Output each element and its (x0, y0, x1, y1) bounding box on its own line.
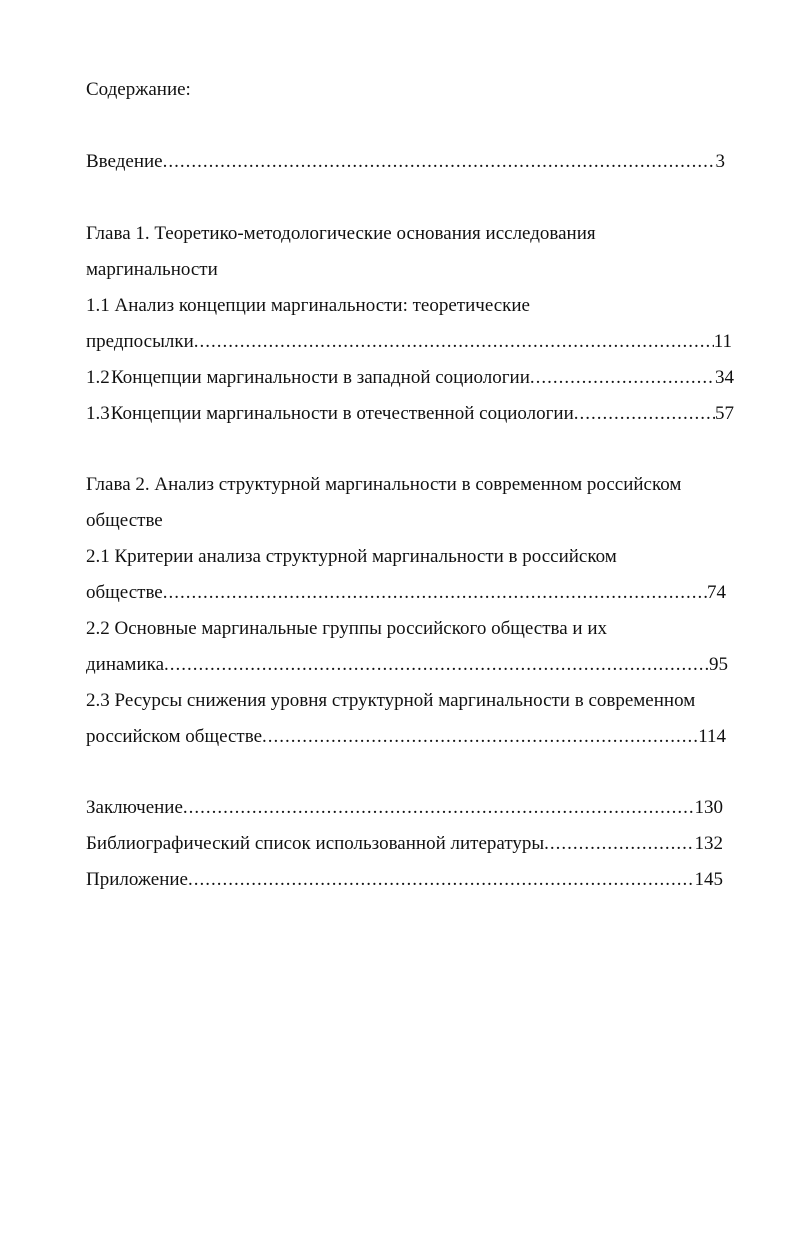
toc-leader-dots (530, 366, 715, 390)
toc-entry-intro (86, 150, 725, 174)
section-2-2-title: 2.2 Основные маргинальные группы российского общества и их (86, 618, 607, 639)
section-2-1-title: 2.1 Критерии анализа структурной маргинальности в российском (86, 546, 617, 567)
toc-entry-conclusion (86, 796, 723, 820)
chapter1-title: Глава 1. Теоретико-методологические основания исследования (86, 223, 596, 244)
toc-entry-section-2-2 (86, 653, 728, 677)
toc-page-number: 74 (707, 582, 726, 603)
toc-entry-title: обществе (86, 582, 163, 603)
chapter2-title-cont: обществе (86, 510, 163, 531)
toc-leader-dots (544, 832, 694, 856)
toc-heading: Содержание: (86, 79, 191, 100)
toc-entry-title: динамика (86, 654, 165, 675)
toc-entry-bibliography (86, 832, 723, 856)
toc-entry-title: Библиографический список использованной литературы (86, 833, 545, 854)
toc-leader-dots (574, 402, 715, 426)
section-2-3-title: 2.3 Ресурсы снижения уровня структурной маргинальности в современном (86, 690, 696, 711)
toc-entry-appendix (86, 868, 723, 892)
toc-leader-dots (194, 330, 714, 354)
toc-leader-dots (163, 150, 716, 174)
toc-page-number: 145 (694, 869, 723, 890)
toc-leader-dots (188, 868, 695, 892)
toc-entry-title: Концепции маргинальности в западной социологии (111, 367, 530, 388)
toc-entry-title: предпосылки (86, 331, 194, 352)
toc-leader-dots (262, 725, 698, 749)
toc-leader-dots (183, 796, 695, 820)
toc-page-number: 95 (709, 654, 728, 675)
toc-page-number: 57 (715, 403, 734, 424)
toc-entry-section-1-2 (86, 366, 734, 390)
toc-page-number: 11 (713, 331, 732, 352)
section-1-1-title: 1.1 Анализ концепции маргинальности: теоретические (86, 295, 530, 316)
toc-leader-dots (163, 581, 707, 605)
toc-entry-title: российском обществе (86, 726, 263, 747)
toc-leader-dots (164, 653, 709, 677)
toc-page-number: 130 (694, 797, 723, 818)
toc-entry-title: Введение (86, 151, 163, 172)
toc-entry-title: Заключение (86, 797, 183, 818)
toc-section-number: 1.3 (86, 403, 110, 424)
toc-entry-section-2-3 (86, 725, 726, 749)
toc-entry-section-1-3 (86, 402, 734, 426)
toc-entry-title: Концепции маргинальности в отечественной социологии (110, 403, 574, 424)
toc-page-number: 34 (715, 367, 734, 388)
toc-page-number: 3 (715, 151, 725, 172)
chapter1-title-cont: маргинальности (86, 259, 218, 280)
toc-page-number: 132 (694, 833, 723, 854)
toc-section-number: 1.2 (86, 367, 110, 388)
toc-entry-section-1-1 (86, 330, 732, 354)
toc-page-number: 114 (698, 726, 726, 747)
toc-entry-title: Приложение (86, 869, 188, 890)
toc-entry-section-2-1 (86, 581, 726, 605)
chapter2-title: Глава 2. Анализ структурной маргинальности в современном российском (86, 474, 682, 495)
